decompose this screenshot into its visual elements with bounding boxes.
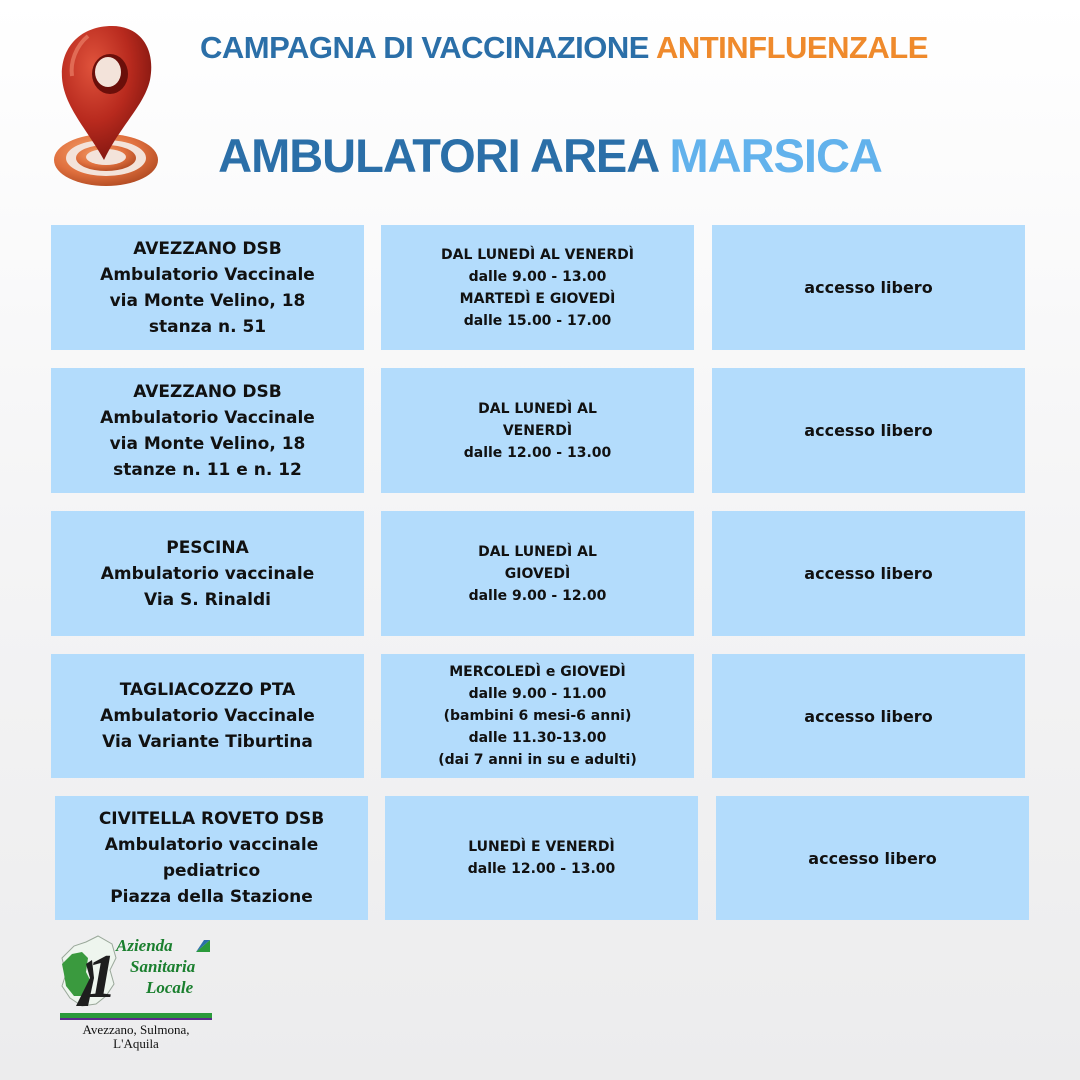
campaign-title	[200, 30, 928, 66]
hours-cell	[381, 225, 694, 350]
hours-line: dalle 9.00 - 11.00	[468, 686, 607, 702]
access-label: accesso libero	[804, 706, 933, 726]
hours-line: DAL LUNEDÌ AL	[478, 543, 597, 560]
logo-sub-line1: Avezzano, Sulmona,	[82, 1022, 190, 1037]
access-label: accesso libero	[804, 421, 933, 440]
location-line: Ambulatorio vaccinale	[100, 563, 315, 584]
hours-cell	[381, 368, 694, 493]
location-line: Ambulatorio Vaccinale	[100, 407, 315, 428]
hours-line: dalle 15.00 - 17.00	[463, 312, 612, 329]
hours-cell	[381, 654, 694, 778]
location-line: Via Variante Tiburtina	[102, 732, 313, 752]
location-line: Ambulatorio Vaccinale	[100, 706, 315, 726]
location-name: TAGLIACOZZO PTA	[119, 680, 296, 700]
location-cell	[51, 368, 364, 493]
access-label: accesso libero	[804, 278, 933, 297]
hours-line: MARTEDÌ E GIOVEDÌ	[459, 290, 616, 307]
access-cell	[716, 796, 1029, 920]
hours-line: dalle 12.00 - 13.00	[463, 444, 612, 461]
location-cell	[55, 796, 368, 920]
hours-line: dalle 11.30-13.00	[468, 730, 607, 746]
hours-line: (dai 7 anni in su e adulti)	[438, 752, 637, 768]
location-line: Ambulatorio vaccinale	[104, 835, 319, 855]
access-cell	[712, 368, 1025, 493]
page-title-part1: AMBULATORI AREA	[218, 129, 670, 182]
location-cell	[51, 654, 364, 778]
hours-line: dalle 12.00 - 13.00	[467, 861, 616, 877]
access-cell	[712, 225, 1025, 350]
location-pin-icon	[48, 22, 166, 190]
location-line: pediatrico	[162, 861, 261, 881]
location-name: PESCINA	[166, 537, 249, 558]
location-name: AVEZZANO DSB	[133, 238, 282, 259]
location-line: Ambulatorio Vaccinale	[100, 264, 315, 285]
location-cell	[51, 225, 364, 350]
location-line: Via S. Rinaldi	[143, 589, 271, 610]
abruzzo-flag-icon	[196, 940, 210, 952]
access-cell	[712, 654, 1025, 778]
page-title	[150, 128, 950, 183]
location-line: stanze n. 11 e n. 12	[113, 459, 302, 480]
page-title-part2: MARSICA	[669, 129, 882, 182]
logo-text-line1: Azienda	[116, 936, 173, 955]
hours-line: DAL LUNEDÌ AL	[478, 400, 597, 417]
location-name: CIVITELLA ROVETO DSB	[98, 809, 325, 829]
logo-text-line3: Locale	[146, 978, 194, 997]
logo-text-line2: Sanitaria	[130, 957, 196, 976]
campaign-title-part2: ANTINFLUENZALE	[655, 30, 928, 65]
location-name: AVEZZANO DSB	[133, 381, 282, 402]
hours-line: LUNEDÌ E VENERDÌ	[468, 839, 615, 855]
location-line: via Monte Velino, 18	[109, 433, 306, 454]
hours-line: dalle 9.00 - 12.00	[468, 587, 607, 604]
location-line: Piazza della Stazione	[110, 887, 313, 907]
logo-sub-line2: L'Aquila	[113, 1036, 159, 1051]
hours-line: DAL LUNEDÌ AL VENERDÌ	[441, 246, 634, 263]
asl-logo	[56, 934, 221, 1052]
hours-cell	[385, 796, 698, 920]
logo-bar-accent	[60, 1018, 212, 1020]
hours-line: MERCOLEDÌ e GIOVEDÌ	[449, 664, 626, 680]
hours-line: GIOVEDÌ	[504, 565, 571, 582]
location-line: via Monte Velino, 18	[109, 290, 306, 311]
hours-line: (bambini 6 mesi-6 anni)	[443, 708, 632, 724]
campaign-title-part1: CAMPAGNA DI VACCINAZIONE	[200, 30, 656, 65]
access-label: accesso libero	[804, 564, 933, 583]
access-label: accesso libero	[808, 848, 937, 868]
hours-line: dalle 9.00 - 13.00	[468, 268, 607, 285]
location-cell	[51, 511, 364, 636]
logo-number: 1	[86, 943, 117, 1011]
location-line: stanza n. 51	[148, 316, 267, 337]
hours-line: VENERDÌ	[502, 422, 573, 439]
hours-cell	[381, 511, 694, 636]
access-cell	[712, 511, 1025, 636]
